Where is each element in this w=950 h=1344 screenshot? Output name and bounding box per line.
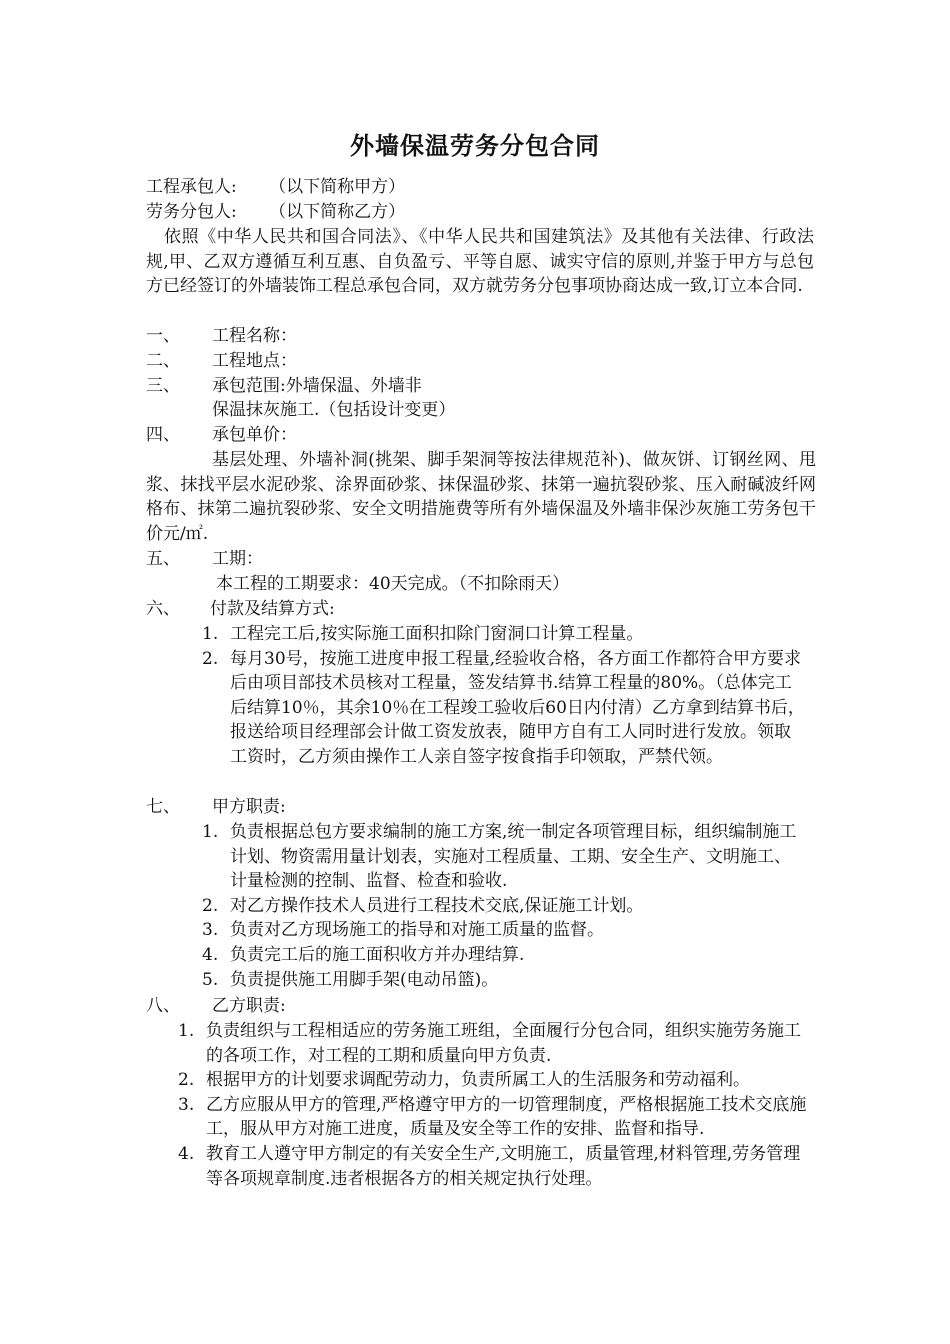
section-1 <box>146 324 816 349</box>
list-item <box>202 894 806 919</box>
item-text: 教育工人遵守甲方制定的有关安全生产,文明施工，质量管理,材料管理,劳务管理等各项规章制度.违者根据各方的相关规定执行处理。 <box>206 1143 801 1189</box>
item-number: 4. <box>202 944 219 965</box>
item-number: 3. <box>202 920 219 941</box>
section-label: 承包单价： <box>212 425 297 445</box>
list-item <box>178 1093 814 1142</box>
list-item <box>178 1019 814 1068</box>
list-item <box>178 1142 814 1191</box>
section-number: 七、 <box>146 797 180 817</box>
party-a-line: 工程承包人: （以下简称甲方） <box>146 177 406 197</box>
list-item <box>202 968 806 993</box>
list-item <box>202 820 806 894</box>
section-number: 八、 <box>146 996 180 1016</box>
section-label: 承包范围:外墙保温、外墙非 <box>212 376 422 396</box>
section-6 <box>146 597 816 622</box>
section-6-list <box>202 622 806 770</box>
item-number: 1. <box>202 624 219 644</box>
section-label: 工程地点： <box>212 351 297 371</box>
list-item <box>202 647 806 770</box>
item-text: 负责组织与工程相适应的劳务施工班组，全面履行分包合同，组织实施劳务施工的各项工作，对工程的工期和质量向甲方负责. <box>206 1021 801 1066</box>
section-label: 乙方职责: <box>212 996 286 1016</box>
list-item <box>202 918 806 943</box>
item-text: 负责根据总包方要求编制的施工方案,统一制定各项管理目标，组织编制施工计划、物资需用量计划表，实施对工程质量、工期、安全生产、文明施工、计量检测的控制、监督、检查和验收. <box>230 822 797 892</box>
section-label: 工程名称： <box>212 326 297 346</box>
section-8-list <box>178 1019 814 1191</box>
section-4 <box>146 423 816 448</box>
section-3 <box>146 374 816 399</box>
section-2 <box>146 349 816 374</box>
party-b-line: 劳务分包人: （以下简称乙方） <box>146 202 406 222</box>
section-number: 六、 <box>146 599 180 619</box>
section-number: 二、 <box>146 351 180 371</box>
item-number: 1. <box>202 822 219 842</box>
section-3-continuation: 保温抹灰施工.（包括设计变更） <box>212 400 456 420</box>
item-number: 3. <box>178 1094 195 1115</box>
section-7-list <box>202 820 806 992</box>
section-8 <box>146 994 816 1019</box>
section-5-continuation: 本工程的工期要求：40天完成。（不扣除雨天） <box>216 574 570 594</box>
section-number: 四、 <box>146 425 180 445</box>
item-number: 2. <box>202 648 219 669</box>
item-number: 4. <box>178 1143 195 1164</box>
item-text: 工程完工后,按实际施工面积扣除门窗洞口计算工程量。 <box>230 624 644 644</box>
item-number: 5. <box>202 969 219 990</box>
item-text: 乙方应服从甲方的管理,严格遵守甲方的一切管理制度，严格根据施工技术交底施工，服从甲方对施工进度，质量及安全等工作的安排、监督和指导. <box>206 1094 807 1140</box>
section-4-paragraph: 基层处理、外墙补洞(挑架、脚手架洞等按法律规范补)、做灰饼、订钢丝网、甩浆、抹找平层水泥砂浆、涂界面砂浆、抹保温砂浆、抹第一遍抗裂砂浆、压入耐碱波纤网格布、抹第二遍抗裂砂浆、安全文明措施费等所有外墙保温及外墙非保沙灰施工劳务包干价元/㎡. <box>146 450 816 544</box>
section-5 <box>146 547 816 572</box>
item-number: 1. <box>178 1021 195 1041</box>
section-7 <box>146 795 816 820</box>
item-text: 负责对乙方现场施工的指导和对施工质量的监督。 <box>230 920 604 941</box>
item-number: 2. <box>202 895 219 916</box>
section-number: 一、 <box>146 326 180 346</box>
item-number: 2. <box>178 1070 195 1091</box>
item-text: 根据甲方的计划要求调配劳动力，负责所属工人的生活服务和劳动福利。 <box>206 1070 750 1091</box>
list-item <box>202 943 806 968</box>
section-number: 三、 <box>146 376 180 396</box>
item-text: 负责提供施工用脚手架(电动吊篮)。 <box>230 969 499 990</box>
intro-paragraph: 依照《中华人民共和国合同法》、《中华人民共和国建筑法》及其他有关法律、行政法规,甲、乙双方遵循互利互惠、自负盈亏、平等自愿、诚实守信的原则,并鉴于甲方与总包方已经签订的外墙装饰工程总承包合同，双方就劳务分包事项协商达成一致,订立本合同. <box>146 227 814 297</box>
document-title: 外墙保温劳务分包合同 <box>350 132 600 160</box>
section-number: 五、 <box>146 549 180 569</box>
item-text: 每月30号，按施工进度申报工程量,经验收合格，各方面工作都符合甲方要求后由项目部技术员核对工程量，签发结算书.结算工程量的80%。（总体完工后结算10％，其余10％在工程竣工验收后60日内付清）乙方拿到结算书后，报送给项目经理部会计做工资发放表，随甲方自有工人同时进行发放。领取工资时，乙方须由操作工人亲自签字按食指手印领取，严禁代领。 <box>230 648 805 767</box>
item-text: 负责完工后的施工面积收方并办理结算. <box>230 944 525 965</box>
section-label: 付款及结算方式: <box>210 599 335 619</box>
list-item <box>202 622 806 647</box>
item-text: 对乙方操作技术人员进行工程技术交底,保证施工计划。 <box>230 895 644 916</box>
section-label: 甲方职责: <box>212 797 286 817</box>
list-item <box>178 1068 814 1093</box>
section-label: 工期： <box>212 549 263 569</box>
